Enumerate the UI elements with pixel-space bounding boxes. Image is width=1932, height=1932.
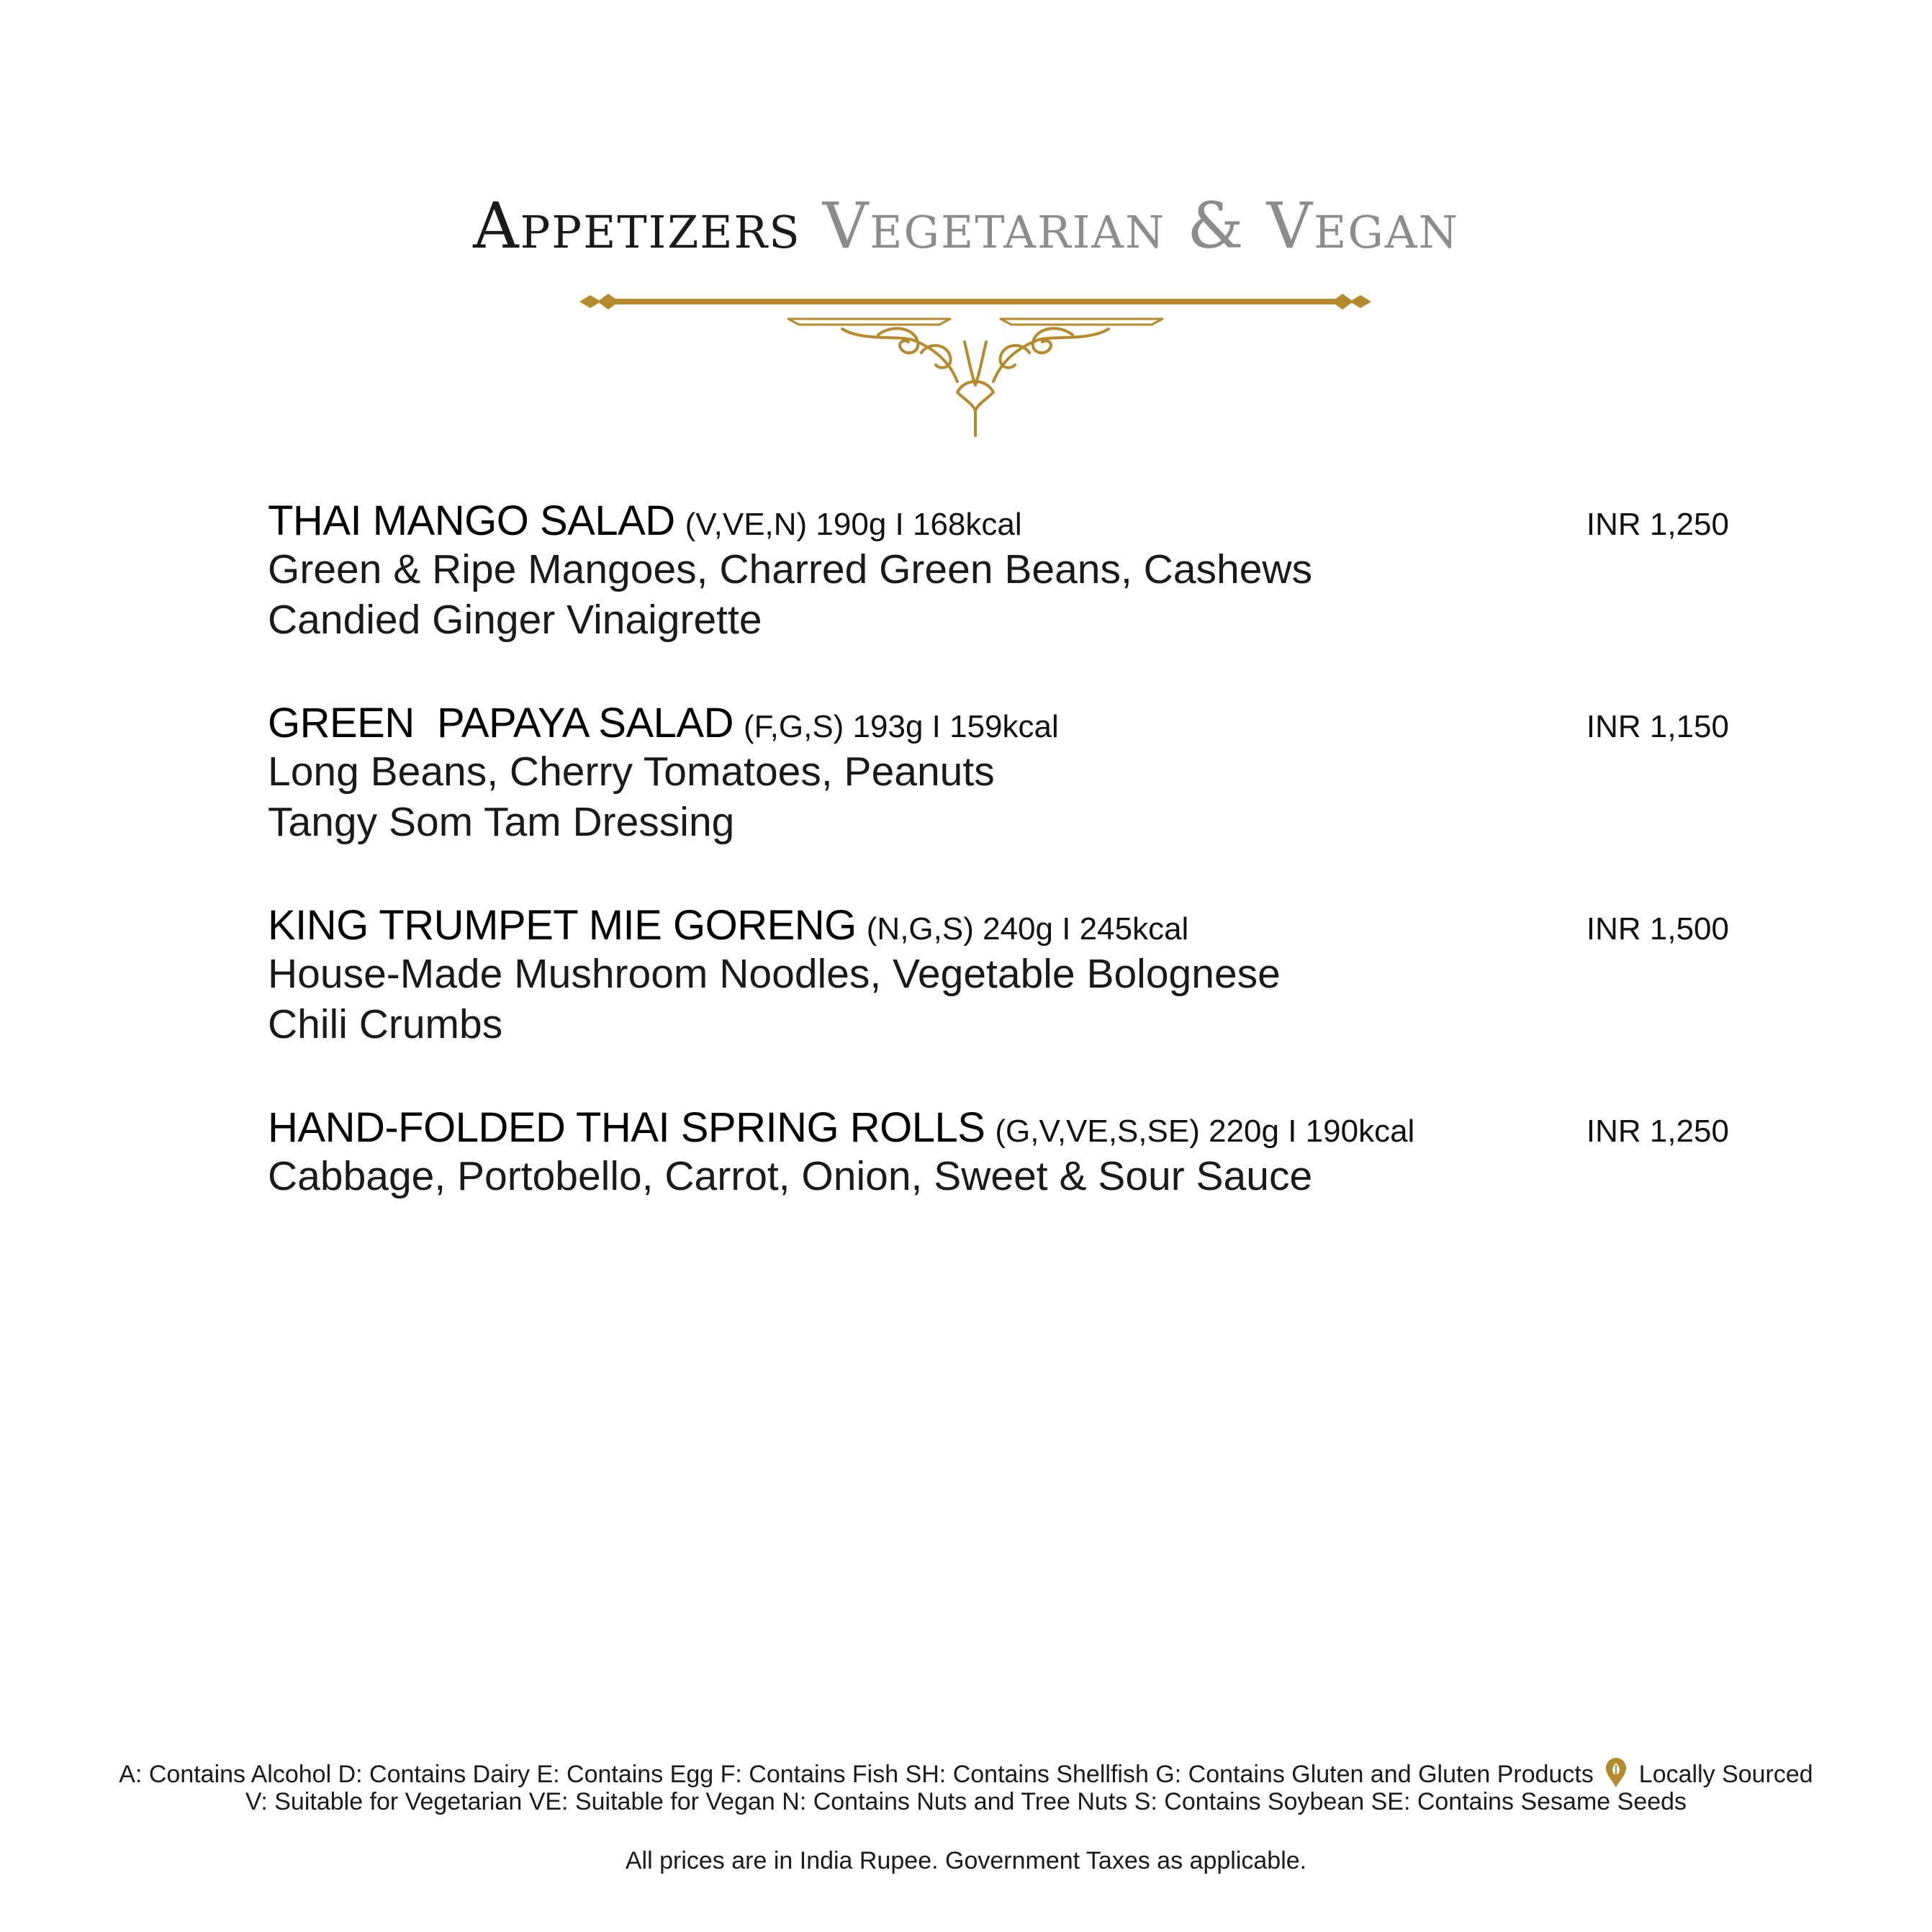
dish-name: GREEN PAPAYA SALAD (268, 700, 733, 746)
title-appetizers: Appetizers (473, 189, 801, 263)
dish-price: INR 1,150 (1586, 709, 1729, 744)
allergen-legend-text: A: Contains Alcohol D: Contains Dairy E: Contains Egg F: Contains Fish SH: Contains Shellfish G: Contains Gluten and Gluten Products (119, 1761, 1594, 1788)
dish-description: Tangy Som Tam Dressing (268, 799, 735, 845)
dish-description: Green & Ripe Mangoes, Charred Green Beans, Cashews (268, 546, 1313, 592)
menu-list (268, 497, 1729, 1255)
dish-info: (V,VE,N) 190g I 168kcal (685, 507, 1022, 542)
dish-description: Cabbage, Portobello, Carrot, Onion, Sweet & Sour Sauce (268, 1153, 1313, 1199)
menu-item (268, 497, 1729, 645)
dish-info: (N,G,S) 240g I 245kcal (866, 911, 1189, 947)
menu-item (268, 901, 1729, 1049)
allergen-legend-line1 (0, 1756, 1932, 1789)
dish-description: Candied Ginger Vinaigrette (268, 597, 762, 643)
menu-item (268, 699, 1729, 847)
allergen-legend-line2: V: Suitable for Vegetarian VE: Suitable for Vegan N: Contains Nuts and Tree Nuts S: Contains Soybean SE: Contains Sesame Seeds (245, 1788, 1687, 1815)
dish-info: (G,V,VE,S,SE) 220g I 190kcal (995, 1114, 1415, 1149)
dish-name: HAND-FOLDED THAI SPRING ROLLS (268, 1104, 985, 1151)
dish-description: Long Beans, Cherry Tomatoes, Peanuts (268, 749, 995, 795)
dish-price: INR 1,250 (1586, 507, 1729, 542)
dish-info: (F,G,S) 193g I 159kcal (744, 709, 1059, 744)
dish-description: Chili Crumbs (268, 1001, 503, 1047)
menu-item-header (268, 497, 1729, 544)
price-note: All prices are in India Rupee. Government Taxes as applicable. (625, 1847, 1307, 1874)
menu-item-header (268, 901, 1729, 949)
dish-description: House-Made Mushroom Noodles, Vegetable Bolognese (268, 951, 1281, 997)
dish-name: KING TRUMPET MIE GORENG (268, 902, 857, 949)
dish-price: INR 1,250 (1586, 1114, 1729, 1149)
menu-item-header (268, 699, 1729, 746)
decorative-ornament (576, 284, 1375, 439)
page-title (0, 189, 1932, 263)
dish-price: INR 1,500 (1586, 911, 1729, 947)
leaf-pin-icon (1604, 1756, 1628, 1788)
menu-item-header (268, 1103, 1729, 1151)
dish-name: THAI MANGO SALAD (268, 497, 675, 544)
locally-sourced-label: Locally Sourced (1638, 1761, 1813, 1788)
menu-item (268, 1103, 1729, 1201)
title-vegetarian-vegan: Vegetarian & Vegan (822, 189, 1459, 263)
